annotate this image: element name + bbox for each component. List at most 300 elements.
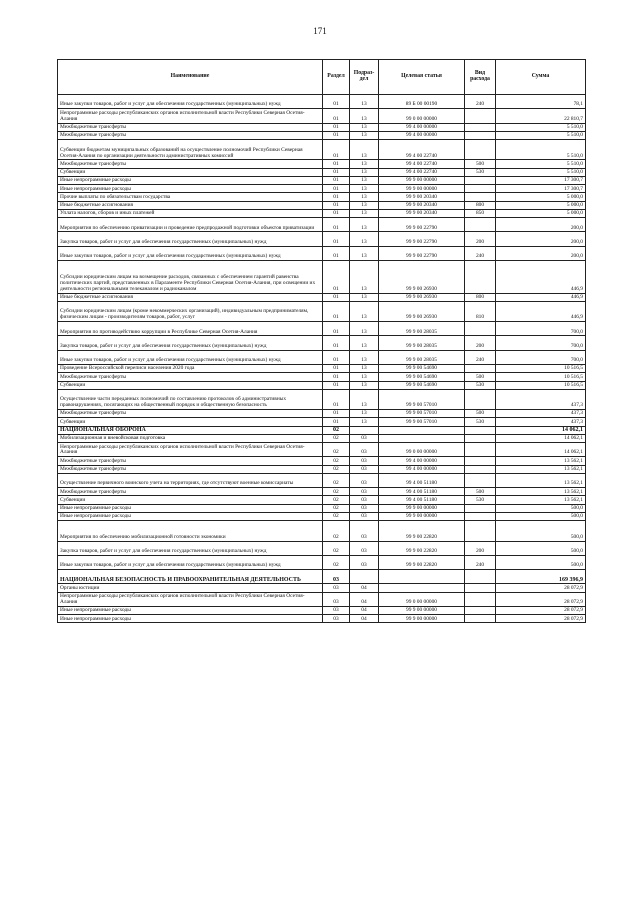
table-row: [58, 193, 586, 201]
cell-name: Иные закупки товаров, работ и услуг для обеспечения государственных (муниципальных) нужд: [58, 95, 323, 109]
cell-name: Иные непрограммные расходы: [58, 606, 323, 614]
cell-subsection: [350, 570, 379, 584]
cell-section: 02: [323, 443, 350, 457]
cell-target: 99 4 00 51180: [379, 496, 465, 504]
table-row: [58, 465, 586, 473]
cell-expense-type: 530: [465, 496, 496, 504]
cell-subsection: 03: [350, 465, 379, 473]
cell-expense-type: [465, 443, 496, 457]
table-row: [58, 541, 586, 555]
table-row: [58, 521, 586, 541]
cell-name: Межбюджетные трансферты: [58, 160, 323, 168]
cell-subsection: 13: [350, 418, 379, 426]
table-row: [58, 496, 586, 504]
cell-expense-type: [465, 512, 496, 520]
cell-target: 99 9 00 00000: [379, 176, 465, 184]
cell-subsection: 13: [350, 365, 379, 373]
cell-expense-type: 500: [465, 410, 496, 418]
cell-section: 01: [323, 109, 350, 123]
cell-subsection: 13: [350, 301, 379, 321]
column-header-sum: Сумма: [496, 60, 586, 95]
cell-expense-type: [465, 261, 496, 293]
cell-subsection: 13: [350, 232, 379, 246]
cell-subsection: 13: [350, 109, 379, 123]
cell-sum: 5 510,0: [496, 131, 586, 139]
cell-sum: 28 072,9: [496, 584, 586, 592]
column-header-expense-type: Вид расхода: [465, 60, 496, 95]
cell-section: 02: [323, 473, 350, 487]
cell-target: 99 4 00 51180: [379, 473, 465, 487]
cell-expense-type: 800: [465, 201, 496, 209]
cell-name: Мероприятия по обеспечению приватизации и проведение предпродажной подготовки объектов приватизации: [58, 218, 323, 232]
cell-name: Иные непрограммные расходы: [58, 185, 323, 193]
column-header-target: Целевая статья: [379, 60, 465, 95]
cell-name: Субвенции: [58, 418, 323, 426]
cell-expense-type: 500: [465, 160, 496, 168]
cell-target: 99 9 00 54690: [379, 373, 465, 381]
cell-name: Субсидии юридическим лицам на возмещение расходов, связанных с обеспечением гарантий равенства политических партий, представленных в Парламенте Республики Северная Осетия-Алания, при освещении их деятельности региональными телеканалом и радиоканалом: [58, 261, 323, 293]
table-row: [58, 381, 586, 389]
cell-expense-type: [465, 123, 496, 131]
cell-target: 99 9 00 20340: [379, 201, 465, 209]
cell-name: Закупка товаров, работ и услуг для обеспечения государственных (муниципальных) нужд: [58, 541, 323, 555]
cell-sum: 700,0: [496, 336, 586, 350]
table-row: [58, 592, 586, 606]
cell-expense-type: 500: [465, 488, 496, 496]
cell-sum: 5 510,0: [496, 168, 586, 176]
cell-name: Межбюджетные трансферты: [58, 131, 323, 139]
cell-name: Межбюджетные трансферты: [58, 488, 323, 496]
cell-subsection: 13: [350, 168, 379, 176]
table-row: [58, 410, 586, 418]
cell-section: 01: [323, 131, 350, 139]
cell-target: 99 9 00 26930: [379, 293, 465, 301]
cell-target: 99 9 00 22790: [379, 232, 465, 246]
cell-subsection: 13: [350, 201, 379, 209]
cell-target: 99 9 00 22790: [379, 246, 465, 260]
cell-expense-type: 810: [465, 301, 496, 321]
cell-target: 99 9 00 22820: [379, 521, 465, 541]
cell-name: Иные закупки товаров, работ и услуг для обеспечения государственных (муниципальных) нужд: [58, 350, 323, 364]
cell-name: Уплата налогов, сборов и иных платежей: [58, 209, 323, 217]
cell-sum: 28 072,9: [496, 592, 586, 606]
cell-subsection: 04: [350, 606, 379, 614]
cell-sum: 22 810,7: [496, 109, 586, 123]
cell-sum: 14 062,1: [496, 426, 586, 434]
cell-expense-type: [465, 426, 496, 434]
cell-subsection: 04: [350, 615, 379, 623]
cell-section: 03: [323, 606, 350, 614]
cell-target: 99 4 00 22740: [379, 168, 465, 176]
table-row: [58, 457, 586, 465]
cell-target: 89 Б 00 00190: [379, 95, 465, 109]
cell-target: [379, 584, 465, 592]
cell-sum: 13 562,1: [496, 488, 586, 496]
cell-target: 99 4 00 22740: [379, 140, 465, 160]
cell-expense-type: [465, 185, 496, 193]
cell-subsection: 13: [350, 246, 379, 260]
table-row: [58, 504, 586, 512]
cell-subsection: 03: [350, 473, 379, 487]
cell-sum: 10 516,5: [496, 365, 586, 373]
cell-target: 99 9 00 57010: [379, 410, 465, 418]
cell-sum: 500,0: [496, 541, 586, 555]
cell-name: Межбюджетные трансферты: [58, 373, 323, 381]
cell-name: Иные бюджетные ассигнования: [58, 293, 323, 301]
cell-name: Закупка товаров, работ и услуг для обеспечения государственных (муниципальных) нужд: [58, 232, 323, 246]
cell-section: 01: [323, 168, 350, 176]
cell-name: Субвенции: [58, 168, 323, 176]
cell-section: 01: [323, 201, 350, 209]
table-row: [58, 293, 586, 301]
table-row: [58, 176, 586, 184]
cell-name: Иные непрограммные расходы: [58, 512, 323, 520]
table-body: [58, 95, 586, 623]
cell-target: 99 0 00 00000: [379, 592, 465, 606]
cell-name: Иные закупки товаров, работ и услуг для обеспечения государственных (муниципальных) нужд: [58, 246, 323, 260]
cell-name: Непрограммные расходы республиканских органов исполнительной власти Республики Северная Осетия-Алания: [58, 443, 323, 457]
cell-target: 99 9 00 22790: [379, 218, 465, 232]
cell-expense-type: [465, 131, 496, 139]
cell-name: Субвенции: [58, 496, 323, 504]
table-row: [58, 160, 586, 168]
table-row: [58, 373, 586, 381]
cell-sum: 5 510,0: [496, 160, 586, 168]
cell-sum: 500,0: [496, 504, 586, 512]
cell-sum: 13 562,1: [496, 465, 586, 473]
cell-sum: 700,0: [496, 322, 586, 336]
cell-section: 01: [323, 193, 350, 201]
cell-section: 01: [323, 410, 350, 418]
table-row: [58, 615, 586, 623]
table-row: [58, 512, 586, 520]
cell-target: 99 9 00 20340: [379, 193, 465, 201]
cell-expense-type: 850: [465, 209, 496, 217]
table-row: [58, 95, 586, 109]
table-row: [58, 350, 586, 364]
page-number: 171: [313, 26, 327, 36]
cell-expense-type: 240: [465, 350, 496, 364]
cell-sum: 5 000,0: [496, 201, 586, 209]
cell-expense-type: 530: [465, 381, 496, 389]
table-row: [58, 261, 586, 293]
cell-expense-type: 200: [465, 336, 496, 350]
cell-target: 99 0 00 00000: [379, 443, 465, 457]
table-row: [58, 488, 586, 496]
cell-expense-type: [465, 615, 496, 623]
cell-target: 99 9 00 28035: [379, 350, 465, 364]
cell-expense-type: [465, 140, 496, 160]
cell-target: 99 4 00 00000: [379, 131, 465, 139]
cell-expense-type: 200: [465, 541, 496, 555]
cell-sum: 10 516,5: [496, 381, 586, 389]
cell-target: 99 9 00 20340: [379, 209, 465, 217]
cell-expense-type: [465, 521, 496, 541]
cell-subsection: 13: [350, 389, 379, 409]
table-row: [58, 232, 586, 246]
cell-target: 99 9 00 54690: [379, 365, 465, 373]
cell-subsection: 13: [350, 160, 379, 168]
cell-section: 02: [323, 541, 350, 555]
cell-sum: 200,0: [496, 218, 586, 232]
cell-section: 01: [323, 160, 350, 168]
cell-subsection: 04: [350, 584, 379, 592]
cell-subsection: 13: [350, 209, 379, 217]
cell-expense-type: [465, 434, 496, 442]
cell-section: 02: [323, 488, 350, 496]
cell-expense-type: [465, 504, 496, 512]
cell-sum: 500,0: [496, 555, 586, 569]
cell-subsection: 03: [350, 512, 379, 520]
table-row: [58, 570, 586, 584]
cell-sum: 78,1: [496, 95, 586, 109]
cell-section: 01: [323, 293, 350, 301]
cell-expense-type: 530: [465, 168, 496, 176]
table-row: [58, 426, 586, 434]
cell-expense-type: [465, 365, 496, 373]
cell-name: Прочие выплаты по обязательствам государства: [58, 193, 323, 201]
cell-subsection: 03: [350, 443, 379, 457]
cell-section: 01: [323, 336, 350, 350]
table-row: [58, 322, 586, 336]
cell-subsection: 03: [350, 457, 379, 465]
cell-expense-type: [465, 606, 496, 614]
cell-sum: 13 562,1: [496, 457, 586, 465]
cell-sum: 5 000,0: [496, 193, 586, 201]
cell-subsection: 13: [350, 176, 379, 184]
cell-section: 01: [323, 232, 350, 246]
table-row: [58, 365, 586, 373]
cell-sum: 500,0: [496, 521, 586, 541]
cell-subsection: 13: [350, 140, 379, 160]
cell-target: 99 9 00 00000: [379, 606, 465, 614]
cell-subsection: 13: [350, 123, 379, 131]
cell-subsection: [350, 426, 379, 434]
cell-section: 02: [323, 426, 350, 434]
table-row: [58, 336, 586, 350]
cell-target: 99 9 00 00000: [379, 185, 465, 193]
cell-section: 01: [323, 365, 350, 373]
cell-section: 01: [323, 373, 350, 381]
cell-name: Органы юстиции: [58, 584, 323, 592]
cell-name: Мероприятия по обеспечению мобилизационной готовности экономики: [58, 521, 323, 541]
cell-subsection: 13: [350, 185, 379, 193]
cell-section: 01: [323, 209, 350, 217]
cell-expense-type: [465, 457, 496, 465]
cell-target: 99 9 00 22820: [379, 541, 465, 555]
cell-name: Осуществление первичного воинского учета на территориях, где отсутствуют военные комиссариаты: [58, 473, 323, 487]
cell-expense-type: [465, 176, 496, 184]
cell-sum: 169 396,9: [496, 570, 586, 584]
cell-name: Мероприятия по противодействию коррупции в Республике Северная Осетия-Алания: [58, 322, 323, 336]
cell-subsection: 03: [350, 496, 379, 504]
cell-sum: 14 062,1: [496, 434, 586, 442]
table-row: [58, 109, 586, 123]
cell-expense-type: 500: [465, 373, 496, 381]
cell-name: Субвенции бюджетам муниципальных образований на осуществление полномочий Республики Северная Осетия-Алания по организации деятельности административных комиссий: [58, 140, 323, 160]
table-row: [58, 185, 586, 193]
cell-name: Проведение Всероссийской переписи населения 2020 года: [58, 365, 323, 373]
column-header-subsection: Подраз-дел: [350, 60, 379, 95]
cell-name: Иные непрограммные расходы: [58, 176, 323, 184]
cell-expense-type: 240: [465, 246, 496, 260]
table-row: [58, 246, 586, 260]
cell-expense-type: 530: [465, 418, 496, 426]
cell-subsection: 03: [350, 541, 379, 555]
cell-expense-type: 240: [465, 555, 496, 569]
table-row: [58, 434, 586, 442]
cell-expense-type: [465, 193, 496, 201]
cell-name: Иные бюджетные ассигнования: [58, 201, 323, 209]
cell-sum: 13 562,1: [496, 496, 586, 504]
cell-subsection: 03: [350, 521, 379, 541]
cell-sum: 13 562,1: [496, 473, 586, 487]
cell-expense-type: 800: [465, 293, 496, 301]
cell-subsection: 13: [350, 193, 379, 201]
cell-name: Иные непрограммные расходы: [58, 615, 323, 623]
table-row: [58, 389, 586, 409]
cell-subsection: 13: [350, 381, 379, 389]
cell-target: 99 9 00 00000: [379, 615, 465, 623]
cell-section: 02: [323, 434, 350, 442]
cell-section: 01: [323, 350, 350, 364]
cell-name: Межбюджетные трансферты: [58, 465, 323, 473]
cell-subsection: 03: [350, 434, 379, 442]
cell-subsection: 03: [350, 504, 379, 512]
cell-target: 99 9 00 57010: [379, 389, 465, 409]
cell-section: 01: [323, 322, 350, 336]
cell-expense-type: [465, 592, 496, 606]
cell-expense-type: [465, 473, 496, 487]
table-row: [58, 218, 586, 232]
cell-target: [379, 434, 465, 442]
table-row: [58, 168, 586, 176]
cell-target: 99 9 00 57010: [379, 418, 465, 426]
cell-section: 01: [323, 123, 350, 131]
cell-subsection: 13: [350, 293, 379, 301]
cell-expense-type: [465, 322, 496, 336]
cell-sum: 446,9: [496, 301, 586, 321]
cell-sum: 17 300,7: [496, 176, 586, 184]
cell-expense-type: [465, 570, 496, 584]
cell-name: Межбюджетные трансферты: [58, 457, 323, 465]
cell-sum: 437,3: [496, 389, 586, 409]
cell-sum: 14 062,1: [496, 443, 586, 457]
table-row: [58, 584, 586, 592]
cell-name: НАЦИОНАЛЬНАЯ БЕЗОПАСНОСТЬ И ПРАВООХРАНИТЕЛЬНАЯ ДЕЯТЕЛЬНОСТЬ: [58, 570, 323, 584]
cell-section: 03: [323, 584, 350, 592]
cell-section: 02: [323, 504, 350, 512]
table-row: [58, 555, 586, 569]
cell-name: Иные непрограммные расходы: [58, 504, 323, 512]
cell-section: 01: [323, 185, 350, 193]
cell-sum: 437,3: [496, 410, 586, 418]
cell-section: 01: [323, 140, 350, 160]
cell-sum: 10 516,5: [496, 373, 586, 381]
cell-subsection: 13: [350, 350, 379, 364]
cell-subsection: 13: [350, 218, 379, 232]
cell-target: 99 9 00 54690: [379, 381, 465, 389]
cell-target: [379, 426, 465, 434]
cell-target: 99 9 00 28035: [379, 322, 465, 336]
cell-section: 01: [323, 95, 350, 109]
cell-section: 01: [323, 301, 350, 321]
cell-target: 99 9 00 00000: [379, 512, 465, 520]
table-row: [58, 418, 586, 426]
table-header-row: [58, 60, 586, 95]
cell-subsection: 04: [350, 592, 379, 606]
cell-sum: 5 000,0: [496, 209, 586, 217]
cell-sum: 17 300,7: [496, 185, 586, 193]
cell-sum: 28 072,9: [496, 615, 586, 623]
table-row: [58, 123, 586, 131]
column-header-name: Наименование: [58, 60, 323, 95]
column-header-section: Раздел: [323, 60, 350, 95]
cell-subsection: 13: [350, 95, 379, 109]
cell-name: НАЦИОНАЛЬНАЯ ОБОРОНА: [58, 426, 323, 434]
cell-name: Непрограммные расходы республиканских органов исполнительной власти Республики Северная Осетия-Алания: [58, 592, 323, 606]
cell-section: 02: [323, 457, 350, 465]
cell-sum: 5 510,0: [496, 123, 586, 131]
cell-expense-type: 240: [465, 95, 496, 109]
cell-target: [379, 570, 465, 584]
table-row: [58, 443, 586, 457]
table-row: [58, 209, 586, 217]
cell-sum: 700,0: [496, 350, 586, 364]
cell-target: 99 4 00 22740: [379, 160, 465, 168]
cell-expense-type: [465, 584, 496, 592]
table-row: [58, 201, 586, 209]
cell-section: 02: [323, 521, 350, 541]
cell-sum: 446,9: [496, 261, 586, 293]
table-row: [58, 606, 586, 614]
cell-name: Субсидии юридическим лицам (кроме некоммерческих организаций), индивидуальным предпринимателям, физическим лицам - производителям товаров, работ, услуг: [58, 301, 323, 321]
cell-section: 01: [323, 176, 350, 184]
table-row: [58, 140, 586, 160]
table-row: [58, 301, 586, 321]
cell-subsection: 13: [350, 336, 379, 350]
cell-target: 99 9 00 28035: [379, 336, 465, 350]
cell-subsection: 13: [350, 373, 379, 381]
cell-target: 99 9 00 26930: [379, 261, 465, 293]
cell-target: 99 4 00 51180: [379, 488, 465, 496]
cell-sum: 437,3: [496, 418, 586, 426]
cell-section: 01: [323, 389, 350, 409]
cell-section: 01: [323, 261, 350, 293]
cell-target: 99 4 00 00000: [379, 465, 465, 473]
table-row: [58, 473, 586, 487]
cell-expense-type: [465, 218, 496, 232]
cell-subsection: 03: [350, 488, 379, 496]
cell-section: 01: [323, 381, 350, 389]
cell-sum: 28 072,9: [496, 606, 586, 614]
cell-section: 03: [323, 570, 350, 584]
cell-section: 01: [323, 246, 350, 260]
cell-subsection: 13: [350, 322, 379, 336]
cell-subsection: 03: [350, 555, 379, 569]
cell-sum: 500,0: [496, 512, 586, 520]
cell-expense-type: [465, 389, 496, 409]
cell-sum: 200,0: [496, 246, 586, 260]
cell-name: Закупка товаров, работ и услуг для обеспечения государственных (муниципальных) нужд: [58, 336, 323, 350]
cell-name: Межбюджетные трансферты: [58, 410, 323, 418]
cell-target: 99 9 00 22820: [379, 555, 465, 569]
cell-section: 03: [323, 592, 350, 606]
table-row: [58, 131, 586, 139]
cell-subsection: 13: [350, 410, 379, 418]
budget-table: [57, 59, 586, 623]
cell-name: Иные закупки товаров, работ и услуг для обеспечения государственных (муниципальных) нужд: [58, 555, 323, 569]
